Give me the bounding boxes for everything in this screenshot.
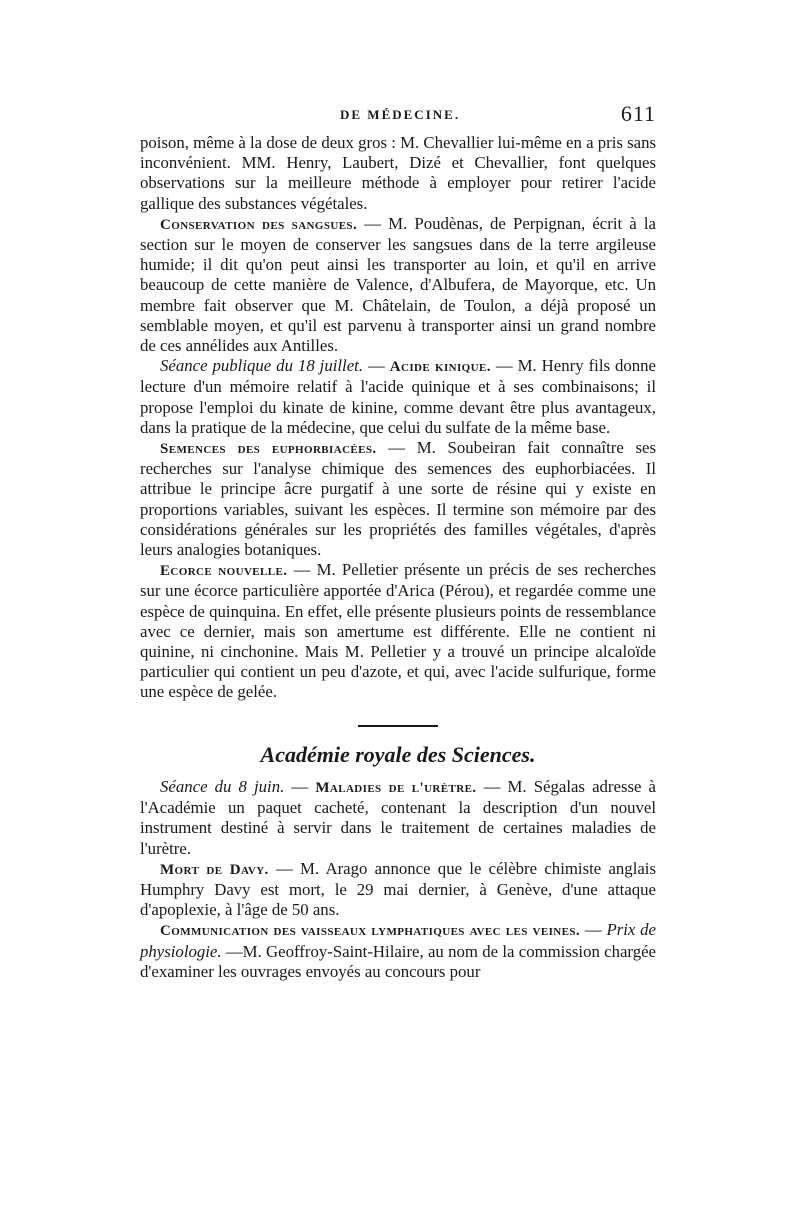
paragraph-text: — M. Arago annonce que le célèbre chimiste anglais Humphry Davy est mort, le 29 mai dernier, à Genève, d'une attaque d'apoplexie, à l'âge de 50 ans. <box>140 858 656 920</box>
paragraph-text: — M. Pelletier présente un précis de ses recherches sur une écorce particulière apportée d'Arica (Pérou), et regardée comme une espèce de quinquina. En effet, elle présente plusieurs points de ressemblance avec ce dernier, mais son amertume est différente. Elle ne contient ni quinine, ni cinchonine. Mais M. Pelletier y a trouvé un principe alcaloïde particulier qui contient un peu d'azote, et qui, avec l'acide sulfurique, forme une espèce de gelée. <box>140 560 656 702</box>
running-title: DE MÉDECINE. <box>340 107 461 122</box>
dash: — <box>580 920 607 940</box>
section-divider <box>358 725 438 727</box>
paragraph-text: — M. Poudènas, de Perpignan, écrit à la section sur le moyen de conserver les sangsues dans de la terre argileuse humide; il dit qu'on peut ainsi les transporter au loin, et qu'il en arrive beaucoup de cette manière de Valence, d'Albufera, de Mayorque, etc. Un membre fait observer que M. Châtelain, de Toulon, a déjà proposé un semblable moyen, et qu'il est parvenu à transporter ainsi un grand nombre de ces annélides aux Antilles. <box>140 213 656 356</box>
paragraph-heading: Mort de Davy. <box>160 861 269 878</box>
page-number: 611 <box>620 101 656 126</box>
paragraph-poison <box>140 133 656 214</box>
paragraph-lymphatiques <box>140 920 656 982</box>
paragraph-heading: Maladies de l'urètre. <box>315 779 477 796</box>
page-header <box>140 101 660 131</box>
paragraph-heading: Acide kinique. <box>389 359 491 376</box>
paragraph-text: —M. Geoffroy-Saint-Hilaire, au nom de la commission chargée d'examiner les ouvrages envoyés au concours pour <box>140 941 656 981</box>
paragraph-text: — M. Ségalas adresse à l'Académie un paquet cacheté, contenant la description d'un nouvel instrument destiné à servir dans le traitement de certaines maladies de l'urètre. <box>140 776 657 858</box>
paragraph-text: — M. Soubeiran fait connaître ses recherches sur l'analyse chimique des semences des euphorbiacées. Il attribue le principe âcre purgatif à une sorte de résine qui y existe en proportions variables, suivant les espèces. Il termine son mémoire par des considérations générales sur les propriétés des familles végétales, d'après leurs analogies botaniques. <box>140 438 656 560</box>
paragraph-sangsues <box>140 214 656 356</box>
section-title: Académie royale des Sciences. <box>260 741 536 767</box>
session-date: Séance publique du 18 juillet. <box>160 356 364 376</box>
prize-title: Prix de physiologie. <box>140 920 657 961</box>
paragraph-euphorbiacees <box>140 438 656 560</box>
paragraph-heading: Conservation des sangsues. <box>160 216 358 233</box>
paragraph-heading: Semences des euphorbiacées. <box>160 441 377 458</box>
paragraph-uretre <box>140 777 656 859</box>
paragraph-heading: Ecorce nouvelle. <box>160 563 288 580</box>
paragraph-acide-kinique <box>140 356 656 438</box>
paragraph-text: poison, même à la dose de deux gros : M. Chevallier lui-même en a pris sans inconvénient. MM. Henry, Laubert, Dizé et Chevallier, font quelques observations sur la meilleure méthode à employer pour retirer l'acide gallique des substances végétales. <box>140 133 656 213</box>
body-text <box>140 133 656 982</box>
paragraph-ecorce <box>140 560 656 702</box>
paragraph-text: — M. Henry fils donne lecture d'un mémoire relatif à l'acide quinique et à ses combinaisons; il propose l'emploi du kinate de kinine, comme devant être plus avantageux, dans la pratique de la médecine, que celui du sulfate de la même base. <box>140 356 657 437</box>
session-date: Séance du 8 juin. <box>160 776 285 796</box>
dash: — <box>363 356 390 376</box>
paragraph-davy <box>140 859 656 921</box>
paragraph-heading: Communication des vaisseaux lymphatiques avec les veines. <box>160 923 581 940</box>
dash: — <box>284 776 316 796</box>
